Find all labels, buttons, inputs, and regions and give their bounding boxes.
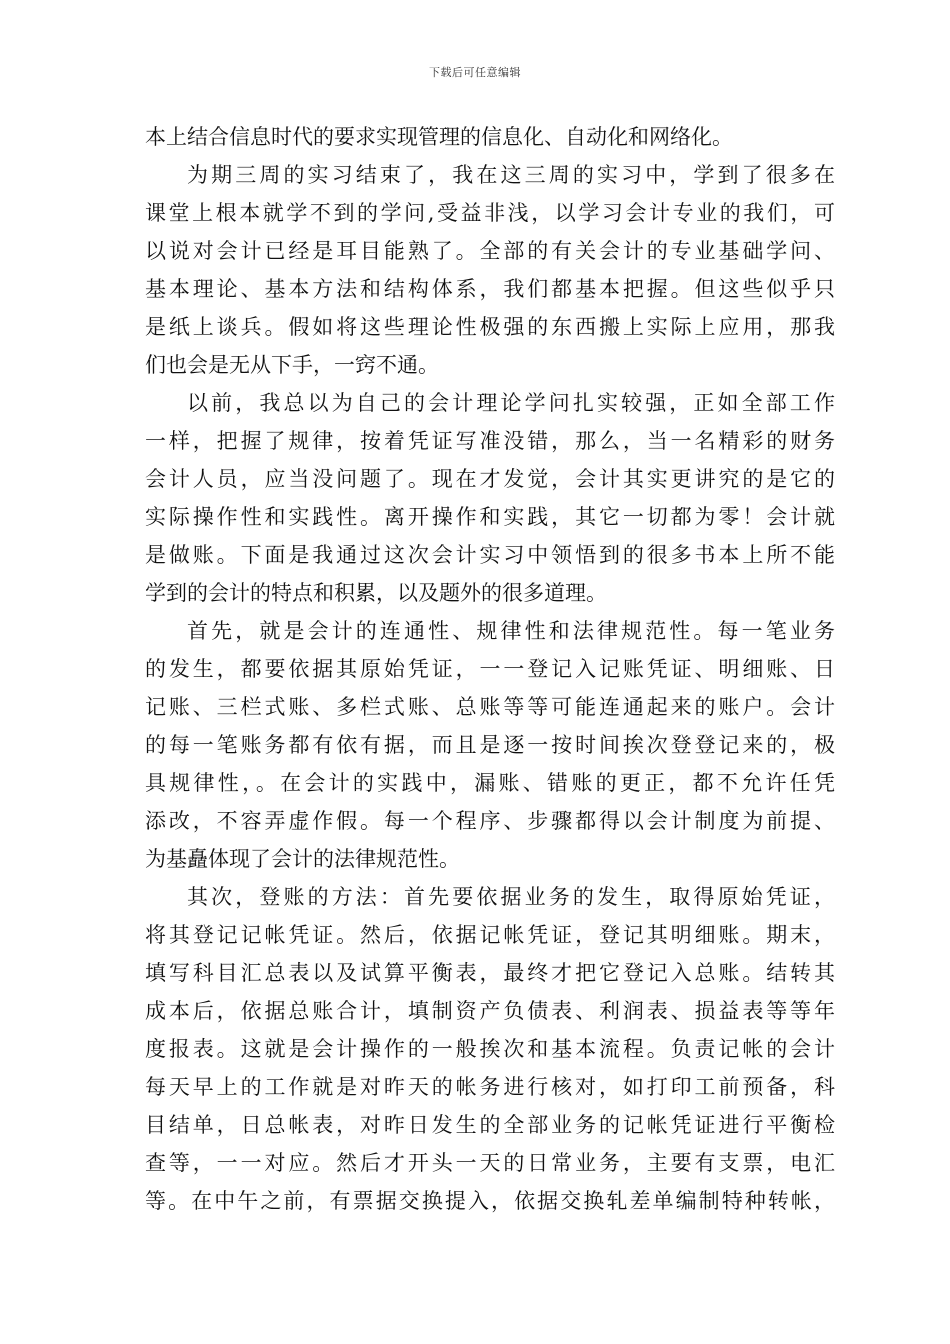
text-line: 的发生，都要依据其原始凭证，一一登记入记账凭证、明细账、日 [145, 657, 835, 681]
text-line: 为基矗体现了会计的法律规范性。 [145, 847, 460, 871]
text-line: 的每一笔账务都有依有据，而且是逐一按时间挨次登登记来的，极 [145, 733, 835, 757]
paragraph-start-line: 其次，登账的方法：首先要依据业务的发生，取得原始凭证， [187, 885, 835, 909]
text-line: 是做账。下面是我通过这次会计实习中领悟到的很多书本上所不能 [145, 543, 835, 567]
text-line: 将其登记记帐凭证。然后，依据记帐凭证，登记其明细账。期末， [145, 923, 835, 947]
body-text [145, 118, 835, 1220]
text-line: 等。在中午之前，有票据交换提入，依据交换轧差单编制特种转帐， [145, 1189, 835, 1213]
text-line: 记账、三栏式账、多栏式账、总账等等可能连通起来的账户。会计 [145, 695, 835, 719]
text-line: 一样，把握了规律，按着凭证写准没错，那么，当一名精彩的财务 [145, 429, 835, 453]
text-line: 是纸上谈兵。假如将这些理论性极强的东西搬上实际上应用，那我 [145, 315, 835, 339]
paragraph-start-line: 为期三周的实习结束了，我在这三周的实习中，学到了很多在 [187, 163, 835, 187]
text-line: 查等，一一对应。然后才开头一天的日常业务，主要有支票，电汇 [145, 1151, 835, 1175]
text-line: 们也会是无从下手，一窍不通。 [145, 353, 439, 377]
text-line: 目结单，日总帐表，对昨日发生的全部业务的记帐凭证进行平衡检 [145, 1113, 835, 1137]
text-line: 每天早上的工作就是对昨天的帐务进行核对，如打印工前预备，科 [145, 1075, 835, 1099]
page-header: 下载后可任意编辑 [429, 66, 521, 79]
text-line: 度报表。这就是会计操作的一般挨次和基本流程。负责记帐的会计 [145, 1037, 835, 1061]
paragraph-start-line: 以前，我总以为自己的会计理论学问扎实较强，正如全部工作 [187, 391, 835, 415]
text-line: 添改，不容弄虚作假。每一个程序、步骤都得以会计制度为前提、 [145, 809, 835, 833]
text-line: 成本后，依据总账合计，填制资产负债表、利润表、损益表等等年 [145, 999, 835, 1023]
text-line: 本上结合信息时代的要求实现管理的信息化、自动化和网络化。 [145, 125, 733, 149]
text-line: 具规律性，。在会计的实践中，漏账、错账的更正，都不允许任凭 [145, 771, 835, 795]
text-line: 以说对会计已经是耳目能熟了。全部的有关会计的专业基础学问、 [145, 239, 835, 263]
paragraph-start-line: 首先，就是会计的连通性、规律性和法律规范性。每一笔业务 [187, 619, 835, 643]
text-line: 课堂上根本就学不到的学问,受益非浅，以学习会计专业的我们，可 [145, 201, 835, 225]
text-line: 基本理论、基本方法和结构体系，我们都基本把握。但这些似乎只 [145, 277, 835, 301]
text-line: 学到的会计的特点和积累，以及题外的很多道理。 [145, 581, 607, 605]
text-line: 实际操作性和实践性。离开操作和实践，其它一切都为零！会计就 [145, 505, 835, 529]
text-line: 会计人员，应当没问题了。现在才发觉，会计其实更讲究的是它的 [145, 467, 835, 491]
text-line: 填写科目汇总表以及试算平衡表，最终才把它登记入总账。结转其 [145, 961, 835, 985]
